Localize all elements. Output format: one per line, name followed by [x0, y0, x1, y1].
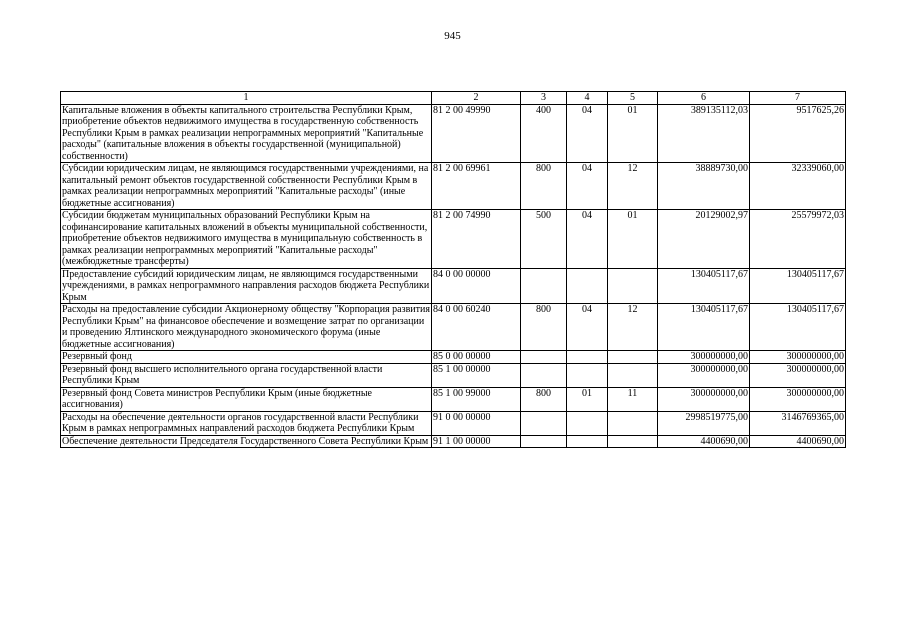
row-sum-1: 4400690,00 [658, 435, 750, 448]
row-sum-2: 130405117,67 [750, 268, 846, 304]
row-sum-2: 130405117,67 [750, 304, 846, 351]
table-row [61, 363, 846, 387]
row-sum-1: 2998519775,00 [658, 411, 750, 435]
table-row [61, 210, 846, 269]
table-row [61, 387, 846, 411]
row-subsection: 01 [608, 104, 658, 163]
header-col-5: 5 [608, 92, 658, 105]
row-sum-1: 38889730,00 [658, 163, 750, 210]
row-section: 01 [567, 387, 608, 411]
row-section [567, 268, 608, 304]
table-row [61, 163, 846, 210]
row-sum-2: 3146769365,00 [750, 411, 846, 435]
row-sum-1: 300000000,00 [658, 363, 750, 387]
header-row [61, 92, 846, 105]
row-section: 04 [567, 104, 608, 163]
row-expense-type [521, 268, 567, 304]
row-subsection: 01 [608, 210, 658, 269]
row-expense-type: 500 [521, 210, 567, 269]
row-expense-type [521, 411, 567, 435]
row-name: Субсидии юридическим лицам, не являющимся государственными учреждениями, на капитальный ремонт объектов государственной собственности Республики Крым в рамках реализации непрограммных мероприятий "Капитальные расходы" (иные бюджетные ассигнования) [61, 163, 432, 210]
table-row [61, 304, 846, 351]
row-subsection [608, 435, 658, 448]
row-expense-type: 800 [521, 387, 567, 411]
page-number: 945 [444, 30, 461, 42]
row-name: Резервный фонд [61, 351, 432, 364]
row-subsection [608, 363, 658, 387]
row-target-code: 91 1 00 00000 [432, 435, 521, 448]
row-expense-type: 800 [521, 304, 567, 351]
row-subsection [608, 351, 658, 364]
row-sum-1: 300000000,00 [658, 351, 750, 364]
row-sum-2: 4400690,00 [750, 435, 846, 448]
row-name: Обеспечение деятельности Председателя Государственного Совета Республики Крым [61, 435, 432, 448]
table-row [61, 435, 846, 448]
row-sum-2: 300000000,00 [750, 363, 846, 387]
header-col-1: 1 [61, 92, 432, 105]
row-subsection: 11 [608, 387, 658, 411]
table-row [61, 268, 846, 304]
table-row [61, 351, 846, 364]
row-target-code: 85 1 00 99000 [432, 387, 521, 411]
row-expense-type [521, 363, 567, 387]
row-expense-type [521, 351, 567, 364]
row-sum-1: 300000000,00 [658, 387, 750, 411]
row-name: Расходы на предоставление субсидии Акционерному обществу "Корпорация развития Республики Крым" на финансовое обеспечение и возмещение затрат по организации и проведению Ялтинского международного экономического форума (иные бюджетные ассигнования) [62, 304, 430, 350]
row-sum-2: 25579972,03 [750, 210, 846, 269]
row-section [567, 363, 608, 387]
header-col-7: 7 [750, 92, 846, 105]
row-target-code: 81 2 00 49990 [432, 104, 521, 163]
row-target-code: 81 2 00 74990 [432, 210, 521, 269]
row-target-code: 81 2 00 69961 [432, 163, 521, 210]
row-sum-2: 300000000,00 [750, 351, 846, 364]
row-target-code: 85 0 00 00000 [432, 351, 521, 364]
row-sum-2: 9517625,26 [750, 104, 846, 163]
row-expense-type: 800 [521, 163, 567, 210]
row-section [567, 351, 608, 364]
row-name: Резервный фонд высшего исполнительного органа государственной власти Республики Крым [61, 363, 432, 387]
row-target-code: 85 1 00 00000 [432, 363, 521, 387]
row-name: Предоставление субсидий юридическим лицам, не являющимся государственными учреждениями, в рамках непрограммного направления расходов бюджета Республики Крым [61, 268, 432, 304]
row-name: Расходы на обеспечение деятельности органов государственной власти Республики Крым в рамках непрограммных направлений расходов бюджета Республики Крым [61, 411, 432, 435]
row-subsection [608, 411, 658, 435]
table-row [61, 411, 846, 435]
row-expense-type: 400 [521, 104, 567, 163]
budget-table [60, 91, 846, 448]
row-section: 04 [567, 304, 608, 351]
row-sum-1: 130405117,67 [658, 304, 750, 351]
row-name: Капитальные вложения в объекты капитального строительства Республики Крым, приобретение объектов недвижимого имущества в государственную собственность Республики Крым в рамках реализации непрограммных мероприятий "Капитальные расходы" (капитальные вложения в объекты государственной (муниципальной) собственности) [61, 104, 432, 163]
header-col-3: 3 [521, 92, 567, 105]
row-section [567, 411, 608, 435]
header-col-2: 2 [432, 92, 521, 105]
row-subsection [608, 268, 658, 304]
row-target-code: 84 0 00 00000 [432, 268, 521, 304]
row-expense-type [521, 435, 567, 448]
header-col-6: 6 [658, 92, 750, 105]
row-sum-1: 20129002,97 [658, 210, 750, 269]
row-sum-2: 300000000,00 [750, 387, 846, 411]
row-name: Резервный фонд Совета министров Республики Крым (иные бюджетные ассигнования) [61, 387, 432, 411]
row-sum-2: 32339060,00 [750, 163, 846, 210]
row-subsection: 12 [608, 163, 658, 210]
row-target-code: 84 0 00 60240 [432, 304, 521, 351]
row-sum-1: 130405117,67 [658, 268, 750, 304]
row-section: 04 [567, 163, 608, 210]
row-sum-1: 389135112,03 [658, 104, 750, 163]
table-row [61, 104, 846, 163]
row-section [567, 435, 608, 448]
row-name: Субсидии бюджетам муниципальных образований Республики Крым на софинансирование капитальных вложений в объекты муниципальной собственности, приобретение объектов недвижимого имущества в муниципальную собственность в рамках реализации непрограммных мероприятий "Капитальные расходы" (межбюджетные трансферты) [61, 210, 432, 269]
row-section: 04 [567, 210, 608, 269]
row-subsection: 12 [608, 304, 658, 351]
row-target-code: 91 0 00 00000 [432, 411, 521, 435]
header-col-4: 4 [567, 92, 608, 105]
